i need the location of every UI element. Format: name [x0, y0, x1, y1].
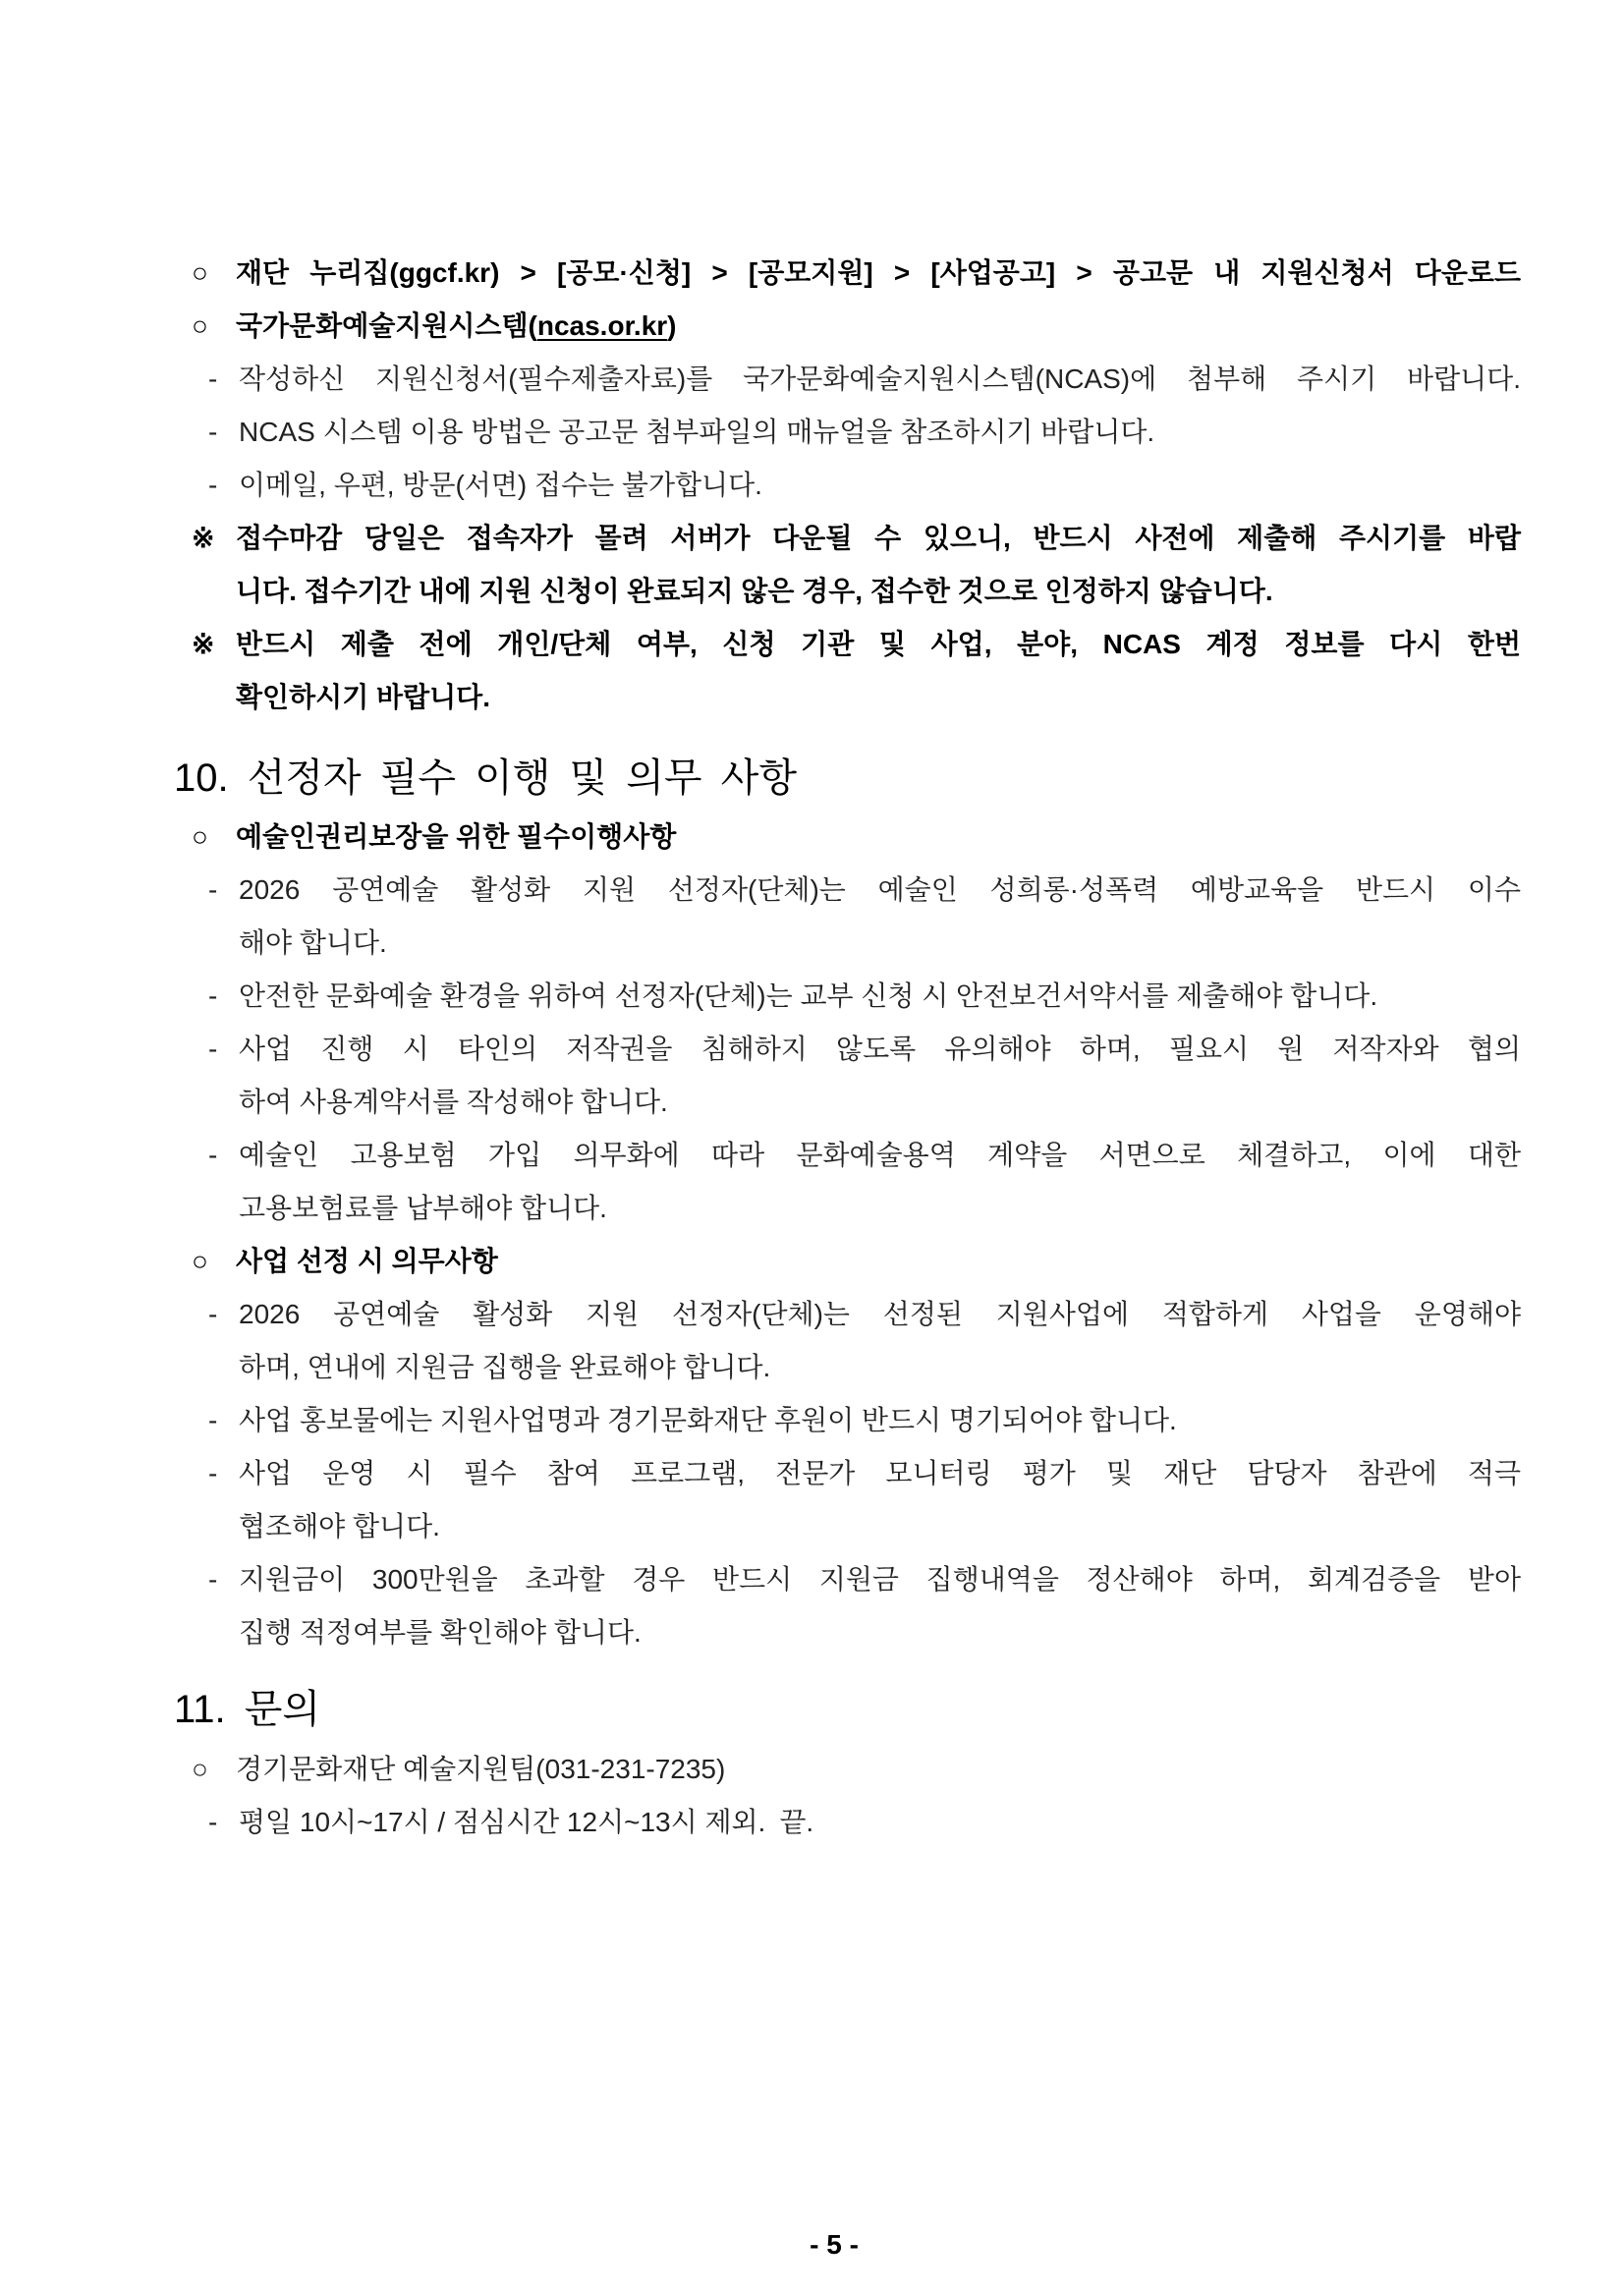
note-text: 접수마감 당일은 접속자가 몰려 서버가 다운될 수 있으니, 반드시 사전에 제출해 주시기를 바랍: [236, 523, 1521, 553]
list-item-text: 사업 운영 시 필수 참여 프로그램, 전문가 모니터링 평가 및 재단 담당자 참관에 적극: [239, 1458, 1521, 1488]
list-item: [0, 406, 1521, 459]
list-item: [0, 1394, 1521, 1447]
contact-item: [0, 1743, 1521, 1796]
list-item: [0, 970, 1521, 1023]
dash-marker: -: [208, 1299, 218, 1329]
list-item-text: 작성하신 지원신청서(필수제출자료)를 국가문화예술지원시스템(NCAS)에 첨부해 주시기 바랍니다.: [239, 364, 1521, 394]
list-item: [0, 300, 1521, 353]
list-item-continuation: [0, 1182, 1521, 1235]
list-item: [0, 1023, 1521, 1076]
list-item: [0, 1129, 1521, 1182]
dash-marker: -: [208, 470, 218, 500]
dash-marker: -: [208, 364, 218, 394]
note-text: 반드시 제출 전에 개인/단체 여부, 신청 기관 및 사업, 분야, NCAS 계정 정보를 다시 한번: [236, 629, 1521, 659]
list-item: [0, 1553, 1521, 1606]
group-title-text: 사업 선정 시 의무사항: [236, 1246, 498, 1276]
document-body: [0, 247, 1624, 1849]
dash-marker: -: [208, 1807, 218, 1837]
list-item-text: 하여 사용계약서를 작성해야 합니다.: [239, 1087, 668, 1117]
hours-detail: 평일 10시~17시 / 점심시간 12시~13시 제외.: [239, 1807, 766, 1837]
list-item-continuation: [0, 1500, 1521, 1553]
list-item: [0, 353, 1521, 406]
reference-note-continuation: [0, 565, 1521, 618]
list-item: [0, 1288, 1521, 1341]
group-title: [0, 1235, 1521, 1288]
note-text: 확인하시기 바랍니다.: [236, 682, 490, 712]
list-item-text: 2026 공연예술 활성화 지원 선정자(단체)는 선정된 지원사업에 적합하게 사업을 운영해야: [239, 1299, 1521, 1329]
list-item-text-prefix: 국가문화예술지원시스템(: [236, 310, 537, 341]
list-item-text: 협조해야 합니다.: [239, 1511, 440, 1541]
list-item-text: 예술인 고용보험 가입 의무화에 따라 문화예술용역 계약을 서면으로 체결하고, 이에 대한: [239, 1140, 1521, 1170]
bullet-marker: ○: [192, 310, 208, 341]
dash-marker: -: [208, 1140, 218, 1170]
list-item-text: [236, 300, 1521, 353]
list-item-text: 해야 합니다.: [239, 927, 387, 958]
list-item-text-suffix: ): [667, 310, 677, 341]
list-item-text: 집행 적정여부를 확인해야 합니다.: [239, 1617, 642, 1648]
list-item-text: 이메일, 우편, 방문(서면) 접수는 불가합니다.: [239, 470, 762, 500]
dash-marker: -: [208, 1458, 218, 1488]
list-item-text: 하며, 연내에 지원금 집행을 완료해야 합니다.: [239, 1352, 771, 1382]
ncas-link[interactable]: ncas.or.kr: [536, 310, 668, 341]
list-item-text: 고용보험료를 납부해야 합니다.: [239, 1193, 607, 1223]
list-item-continuation: [0, 1076, 1521, 1129]
hours-item: [0, 1796, 1521, 1849]
list-item-continuation: [0, 1606, 1521, 1659]
section-heading: 11. 문의: [174, 1688, 321, 1731]
list-item: [0, 247, 1521, 300]
list-item-text: 2026 공연예술 활성화 지원 선정자(단체)는 예술인 성희롱·성폭력 예방교육을 반드시 이수: [239, 874, 1521, 905]
dash-marker: -: [208, 874, 218, 905]
list-item: [0, 459, 1521, 512]
list-item-text: NCAS 시스템 이용 방법은 공고문 첨부파일의 매뉴얼을 참조하시기 바랍니다.: [239, 417, 1155, 447]
group-title-text: 예술인권리보장을 위한 필수이행사항: [236, 821, 677, 852]
bullet-marker: ○: [192, 821, 208, 852]
list-item-continuation: [0, 917, 1521, 970]
dash-marker: -: [208, 417, 218, 447]
reference-mark: ※: [192, 523, 215, 553]
note-text: 니다. 접수기간 내에 지원 신청이 완료되지 않은 경우, 접수한 것으로 인정하지 않습니다.: [236, 576, 1273, 606]
bullet-marker: ○: [192, 1246, 208, 1276]
list-item-text: 사업 홍보물에는 지원사업명과 경기문화재단 후원이 반드시 명기되어야 합니다.: [239, 1405, 1177, 1435]
end-mark: 끝.: [779, 1807, 814, 1837]
reference-note: [0, 618, 1521, 671]
hours-text: [239, 1796, 1521, 1849]
list-item-text: 사업 진행 시 타인의 저작권을 침해하지 않도록 유의해야 하며, 필요시 원 저작자와 협의: [239, 1034, 1521, 1064]
dash-marker: -: [208, 1405, 218, 1435]
list-item-text: 지원금이 300만원을 초과할 경우 반드시 지원금 집행내역을 정산해야 하며, 회계검증을 받아: [239, 1564, 1521, 1595]
list-item: [0, 1447, 1521, 1500]
dash-marker: -: [208, 1564, 218, 1595]
reference-note: [0, 512, 1521, 565]
contact-text: 경기문화재단 예술지원팀(031-231-7235): [236, 1754, 726, 1784]
list-item-text: 안전한 문화예술 환경을 위하여 선정자(단체)는 교부 신청 시 안전보건서약서를 제출해야 합니다.: [239, 980, 1378, 1011]
group-title: [0, 811, 1521, 864]
dash-marker: -: [208, 980, 218, 1011]
reference-mark: ※: [192, 629, 215, 659]
list-item: [0, 864, 1521, 917]
bullet-marker: ○: [192, 257, 208, 288]
list-item-continuation: [0, 1341, 1521, 1394]
reference-note-continuation: [0, 671, 1521, 724]
list-item-text: 재단 누리집(ggcf.kr) > [공모·신청] > [공모지원] > [사업공고] > 공고문 내 지원신청서 다운로드: [236, 257, 1521, 288]
section-heading: 10. 선정자 필수 이행 및 의무 사항: [174, 756, 797, 800]
bullet-marker: ○: [192, 1754, 208, 1784]
dash-marker: -: [208, 1034, 218, 1064]
page-number: - 5 -: [810, 2229, 859, 2260]
